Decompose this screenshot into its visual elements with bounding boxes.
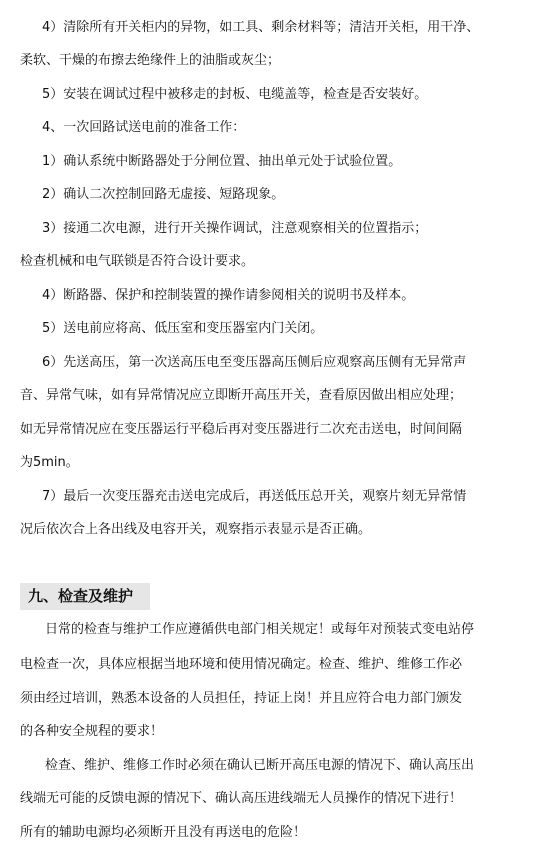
paragraph-line: 4）断路器、保护和控制装置的操作请参阅相关的说明书及样本。 — [42, 288, 415, 303]
paragraph-line: 检查机械和电气联锁是否符合设计要求。 — [20, 254, 255, 269]
paragraph-line: 5）送电前应将高、低压室和变压器室内门关闭。 — [42, 321, 324, 336]
paragraph-line: 日常的检查与维护工作应遵循供电部门相关规定！或每年对预装式变电站停 — [45, 622, 475, 637]
section-heading — [20, 583, 150, 610]
paragraph-line: 为5min。 — [20, 455, 79, 470]
paragraph-line: 的各种安全规程的要求！ — [20, 724, 164, 739]
paragraph-line: 如无异常情况应在变压器运行平稳后再对变压器进行二次充击送电，时间间隔 — [20, 422, 463, 437]
paragraph-line: 5）安装在调试过程中被移走的封板、电缆盖等，检查是否安装好。 — [42, 87, 428, 102]
paragraph-line: 所有的辅助电源均必须断开且没有再送电的危险！ — [20, 825, 307, 840]
paragraph-line: 电检查一次，具体应根据当地环境和使用情况确定。检查、维护、维修工作必 — [20, 657, 463, 672]
paragraph-line: 须由经过培训，熟悉本设备的人员担任，持证上岗！并且应符合电力部门颁发 — [20, 691, 463, 706]
paragraph-line: 2）确认二次控制回路无虚接、短路现象。 — [42, 187, 285, 202]
paragraph-line: 检查、维护、维修工作时必须在确认已断开高压电源的情况下、确认高压出 — [45, 758, 475, 773]
paragraph-line: 线端无可能的反馈电源的情况下、确认高压进线端无人员操作的情况下进行！ — [20, 791, 463, 806]
section-heading-text: 九、检查及维护 — [28, 587, 134, 605]
paragraph-line: 1）确认系统中断路器处于分闸位置、抽出单元处于试验位置。 — [42, 154, 402, 169]
paragraph-line: 况后依次合上各出线及电容开关，观察指示表显示是否正确。 — [20, 522, 372, 537]
paragraph-line: 音、异常气味，如有异常情况应立即断开高压开关，查看原因做出相应处理； — [20, 388, 463, 403]
paragraph-line: 4、一次回路试送电前的准备工作： — [42, 120, 246, 135]
paragraph-line: 3）接通二次电源，进行开关操作调试，注意观察相关的位置指示； — [42, 221, 428, 236]
paragraph-line: 6）先送高压，第一次送高压电至变压器高压侧后应观察高压侧有无异常声 — [42, 355, 467, 370]
paragraph-line: 柔软、干燥的布擦去绝缘件上的油脂或灰尘； — [20, 53, 281, 68]
paragraph-line: 7）最后一次变压器充击送电完成后，再送低压总开关，观察片刻无异常情 — [42, 489, 467, 504]
paragraph-line: 4）清除所有开关柜内的异物，如工具、剩余材料等；清洁开关柜，用干净、 — [42, 20, 480, 35]
